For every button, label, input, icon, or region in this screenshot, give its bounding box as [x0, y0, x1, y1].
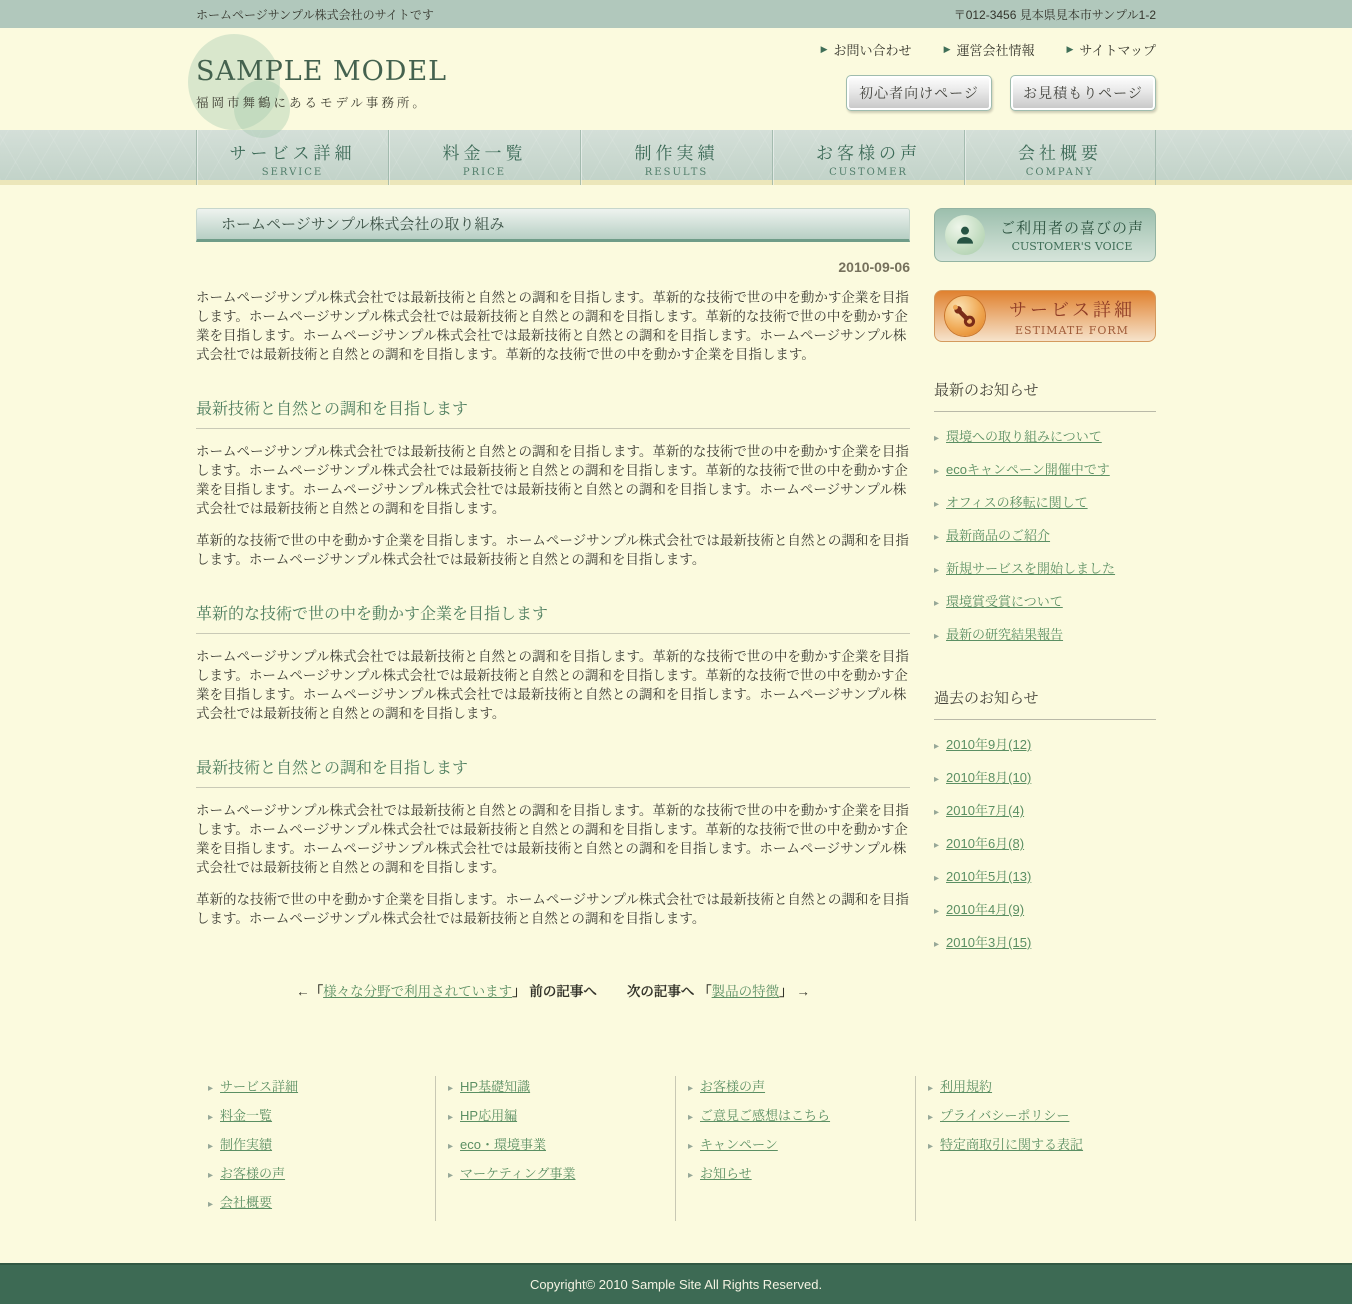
footer-link[interactable]: プライバシーポリシー [940, 1108, 1070, 1123]
nav-item-customer[interactable] [772, 130, 964, 185]
article-title: ホームページサンプル株式会社の取り組み [196, 208, 910, 242]
list-item [934, 932, 1156, 951]
list-marker-icon: ▸ [928, 1083, 934, 1094]
archive-link[interactable]: 2010年3月(15) [946, 935, 1032, 950]
nav-item-label: お客様の声 [816, 144, 921, 164]
archive-link[interactable]: 2010年5月(13) [946, 869, 1032, 884]
article-intro: ホームページサンプル株式会社では最新技術と自然との調和を目指します。革新的な技術で世の中を動かす企業を目指します。ホームページサンプル株式会社では最新技術と自然との調和を目指します。革新的な技術で世の中を動かす企業を目指します。ホームページサンプル株式会社では最新技術と自然との調和を目指します。ホームページサンプル株式会社では最新技術と自然との調和を目指します。革新的な技術で世の中を動かす企業を目指します。 [196, 290, 909, 362]
footer-link[interactable]: お客様の声 [220, 1166, 286, 1181]
logo-title: SAMPLE MODEL [196, 56, 448, 87]
nav-item-sublabel: PRICE [462, 167, 507, 178]
latest-news-block [934, 379, 1156, 643]
section-paragraph: ホームページサンプル株式会社では最新技術と自然との調和を目指します。革新的な技術で世の中を動かす企業を目指します。ホームページサンプル株式会社では最新技術と自然との調和を目指します。革新的な技術で世の中を動かす企業を目指します。ホームページサンプル株式会社では最新技術と自然との調和を目指します。ホームページサンプル株式会社では最新技術と自然との調和を目指します。 [196, 803, 909, 875]
list-marker-icon: ▸ [448, 1112, 454, 1123]
list-item [934, 624, 1156, 643]
header-link-label: 運営会社情報 [956, 43, 1035, 58]
news-link[interactable]: オフィスの移転に関して [946, 495, 1088, 510]
footer-link[interactable]: 利用規約 [940, 1079, 993, 1094]
footer-column-2 [436, 1076, 676, 1221]
nav-item-sublabel: COMPANY [1025, 167, 1095, 178]
main-nav [0, 130, 1352, 185]
nav-item-label: 料金一覧 [442, 144, 527, 164]
link-arrow-icon: ▶ [1066, 44, 1074, 54]
logo-tagline: 福岡市舞鶴にあるモデル事務所。 [196, 95, 428, 110]
copyright-bar [0, 1263, 1352, 1304]
nav-item-results[interactable] [580, 130, 772, 185]
footer-link[interactable]: eco・環境事業 [460, 1137, 546, 1152]
list-item [934, 767, 1156, 786]
list-item [934, 525, 1156, 544]
list-item [934, 866, 1156, 885]
footer-list-item [448, 1163, 675, 1182]
footer-list-item [448, 1134, 675, 1153]
archive-link[interactable]: 2010年7月(4) [946, 803, 1025, 818]
list-marker-icon: ▸ [208, 1112, 214, 1123]
section-paragraph: 革新的な技術で世の中を動かす企業を目指します。ホームページサンプル株式会社では最新技術と自然との調和を目指します。ホームページサンプル株式会社では最新技術と自然との調和を目指します。 [196, 892, 909, 926]
nav-item-sublabel: SERVICE [261, 167, 324, 178]
archive-list [934, 734, 1156, 951]
list-marker-icon: ▸ [934, 466, 940, 477]
header-link[interactable] [944, 40, 1035, 59]
header [0, 28, 1352, 130]
footer-list-item [688, 1105, 915, 1124]
link-arrow-icon: ▶ [820, 44, 828, 54]
footer-nav [196, 1076, 1156, 1221]
header-link-label: お問い合わせ [833, 43, 912, 58]
list-marker-icon: ▸ [688, 1083, 694, 1094]
service-estimate-banner[interactable] [934, 290, 1156, 342]
list-marker-icon: ▸ [934, 873, 940, 884]
news-link[interactable]: 新規サービスを開始しました [946, 561, 1116, 576]
footer-link[interactable]: お知らせ [700, 1166, 752, 1181]
nav-item-label: 制作実績 [634, 144, 719, 164]
footer-link[interactable]: 料金一覧 [220, 1108, 273, 1123]
nav-item-price[interactable] [388, 130, 580, 185]
footer-list-item [688, 1163, 915, 1182]
list-marker-icon: ▸ [934, 598, 940, 609]
footer-list-item [208, 1192, 435, 1211]
list-item [934, 558, 1156, 577]
footer-column-4 [916, 1076, 1156, 1221]
header-link[interactable] [1067, 40, 1157, 59]
footer-link[interactable]: キャンペーン [700, 1137, 778, 1152]
section-heading: 革新的な技術で世の中を動かす企業を目指します [196, 601, 910, 634]
site-logo[interactable] [196, 28, 447, 130]
footer-link[interactable]: 会社概要 [220, 1195, 273, 1210]
header-link[interactable] [821, 40, 912, 59]
list-marker-icon: ▸ [448, 1083, 454, 1094]
list-item [934, 899, 1156, 918]
list-item [934, 459, 1156, 478]
list-marker-icon: ▸ [688, 1112, 694, 1123]
header-link-label: サイトマップ [1079, 43, 1156, 58]
service-banner-title: サービス詳細 [1009, 299, 1135, 321]
next-article-label: 次の記事へ 「 [626, 984, 712, 999]
estimate-page-button[interactable]: お見積もりページ [1010, 75, 1156, 111]
nav-item-company[interactable] [964, 130, 1156, 185]
list-item [934, 833, 1156, 852]
customer-voice-subtitle: CUSTOMER'S VOICE [1011, 240, 1133, 253]
latest-news-list [934, 426, 1156, 643]
section-heading: 最新技術と自然との調和を目指します [196, 755, 910, 788]
list-marker-icon: ▸ [208, 1083, 214, 1094]
list-marker-icon: ▸ [928, 1112, 934, 1123]
archive-link[interactable]: 2010年4月(9) [946, 902, 1025, 917]
nav-item-sublabel: RESULTS [644, 167, 709, 178]
archive-link[interactable]: 2010年8月(10) [946, 770, 1032, 785]
list-marker-icon: ▸ [934, 433, 940, 444]
link-arrow-icon: ▶ [943, 44, 951, 54]
list-marker-icon: ▸ [934, 741, 940, 752]
footer-list-item [448, 1105, 675, 1124]
article-sections [196, 396, 910, 928]
article [196, 208, 910, 1000]
next-article-link[interactable]: 製品の特徴 [711, 984, 780, 999]
footer-column-3 [676, 1076, 916, 1221]
nav-item-label: サービス詳細 [229, 144, 356, 164]
news-link[interactable]: ecoキャンペーン開催中です [946, 462, 1110, 477]
footer-link[interactable]: サービス詳細 [220, 1079, 299, 1094]
list-marker-icon: ▸ [934, 939, 940, 950]
list-marker-icon: ▸ [934, 499, 940, 510]
list-item [934, 492, 1156, 511]
archive-heading: 過去のお知らせ [934, 687, 1156, 720]
section-heading: 最新技術と自然との調和を目指します [196, 396, 910, 429]
article-date: 2010-09-06 [838, 259, 910, 275]
header-links [821, 40, 1156, 59]
footer-list-item [688, 1076, 915, 1095]
archive-link[interactable]: 2010年6月(8) [946, 836, 1025, 851]
footer-link[interactable]: お客様の声 [700, 1079, 766, 1094]
beginner-page-button[interactable]: 初心者向けページ [846, 75, 992, 111]
footer-list-item [208, 1076, 435, 1095]
list-marker-icon: ▸ [934, 532, 940, 543]
list-item [934, 800, 1156, 819]
section-paragraph: ホームページサンプル株式会社では最新技術と自然との調和を目指します。革新的な技術で世の中を動かす企業を目指します。ホームページサンプル株式会社では最新技術と自然との調和を目指します。革新的な技術で世の中を動かす企業を目指します。ホームページサンプル株式会社では最新技術と自然との調和を目指します。ホームページサンプル株式会社では最新技術と自然との調和を目指します。 [196, 649, 909, 721]
nav-item-sublabel: CUSTOMER [829, 167, 908, 178]
footer-column-1 [196, 1076, 436, 1221]
main-content [196, 185, 1156, 1221]
footer-link[interactable]: マーケティング事業 [460, 1166, 576, 1181]
next-article-suffix: 」 → [779, 984, 810, 999]
list-marker-icon: ▸ [934, 906, 940, 917]
section-paragraph: 革新的な技術で世の中を動かす企業を目指します。ホームページサンプル株式会社では最新技術と自然との調和を目指します。ホームページサンプル株式会社では最新技術と自然との調和を目指します。 [196, 533, 909, 567]
list-item [934, 426, 1156, 445]
list-marker-icon: ▸ [934, 631, 940, 642]
list-marker-icon: ▸ [448, 1141, 454, 1152]
archive-link[interactable]: 2010年9月(12) [946, 737, 1032, 752]
company-address: 〒012-3456 見本県見本市サンプル1-2 [953, 7, 1156, 22]
list-marker-icon: ▸ [208, 1141, 214, 1152]
footer-list-item [688, 1134, 915, 1153]
list-marker-icon: ▸ [934, 565, 940, 576]
news-link[interactable]: 最新商品のご紹介 [946, 528, 1051, 543]
news-link[interactable]: 環境賞受賞について [946, 594, 1063, 609]
footer-list-item [208, 1134, 435, 1153]
nav-item-service[interactable] [196, 130, 388, 185]
footer-link[interactable]: HP応用編 [460, 1108, 518, 1123]
copyright-text: Copyright© 2010 Sample Site All Rights Reserved. [529, 1277, 823, 1292]
list-marker-icon: ▸ [934, 774, 940, 785]
customer-voice-title: ご利用者の喜びの声 [999, 219, 1144, 237]
site-description: ホームページサンプル株式会社のサイトです [196, 7, 434, 22]
sidebar [934, 208, 1156, 951]
list-marker-icon: ▸ [688, 1141, 694, 1152]
list-marker-icon: ▸ [934, 807, 940, 818]
topbar [0, 0, 1352, 28]
prev-article-label: 」 前の記事へ [512, 984, 597, 999]
customer-voice-banner[interactable] [934, 208, 1156, 262]
footer-list-item [208, 1105, 435, 1124]
list-marker-icon: ▸ [448, 1170, 454, 1181]
pagination [196, 980, 910, 1000]
nav-item-label: 会社概要 [1018, 144, 1102, 164]
footer-list-item [928, 1105, 1156, 1124]
footer-list-item [928, 1134, 1156, 1153]
list-marker-icon: ▸ [928, 1141, 934, 1152]
list-marker-icon: ▸ [688, 1170, 694, 1181]
service-banner-subtitle: ESTIMATE FORM [1015, 323, 1129, 337]
list-marker-icon: ▸ [934, 840, 940, 851]
main-nav-list [196, 130, 1156, 185]
footer-link[interactable]: 制作実績 [220, 1137, 273, 1152]
prev-article-prefix: ←「 [296, 984, 324, 999]
person-icon [945, 215, 985, 255]
prev-article-link[interactable]: 様々な分野で利用されています [323, 984, 513, 999]
footer-list-item [448, 1076, 675, 1095]
latest-news-heading: 最新のお知らせ [934, 379, 1156, 412]
footer-link[interactable]: 特定商取引に関する表記 [940, 1137, 1084, 1152]
footer-link[interactable]: HP基礎知識 [460, 1079, 531, 1094]
list-marker-icon: ▸ [208, 1170, 214, 1181]
footer-list-item [928, 1076, 1156, 1095]
list-marker-icon: ▸ [208, 1199, 214, 1210]
news-link[interactable]: 最新の研究結果報告 [946, 627, 1064, 642]
archive-block [934, 687, 1156, 951]
news-link[interactable]: 環境への取り組みについて [946, 429, 1102, 444]
section-paragraph: ホームページサンプル株式会社では最新技術と自然との調和を目指します。革新的な技術で世の中を動かす企業を目指します。ホームページサンプル株式会社では最新技術と自然との調和を目指します。革新的な技術で世の中を動かす企業を目指します。ホームページサンプル株式会社では最新技術と自然との調和を目指します。ホームページサンプル株式会社では最新技術と自然との調和を目指します。 [196, 444, 909, 516]
wrench-icon [945, 296, 985, 336]
footer-link[interactable]: ご意見ご感想はこちら [700, 1108, 831, 1123]
footer-list-item [208, 1163, 435, 1182]
list-item [934, 591, 1156, 610]
list-item [934, 734, 1156, 753]
